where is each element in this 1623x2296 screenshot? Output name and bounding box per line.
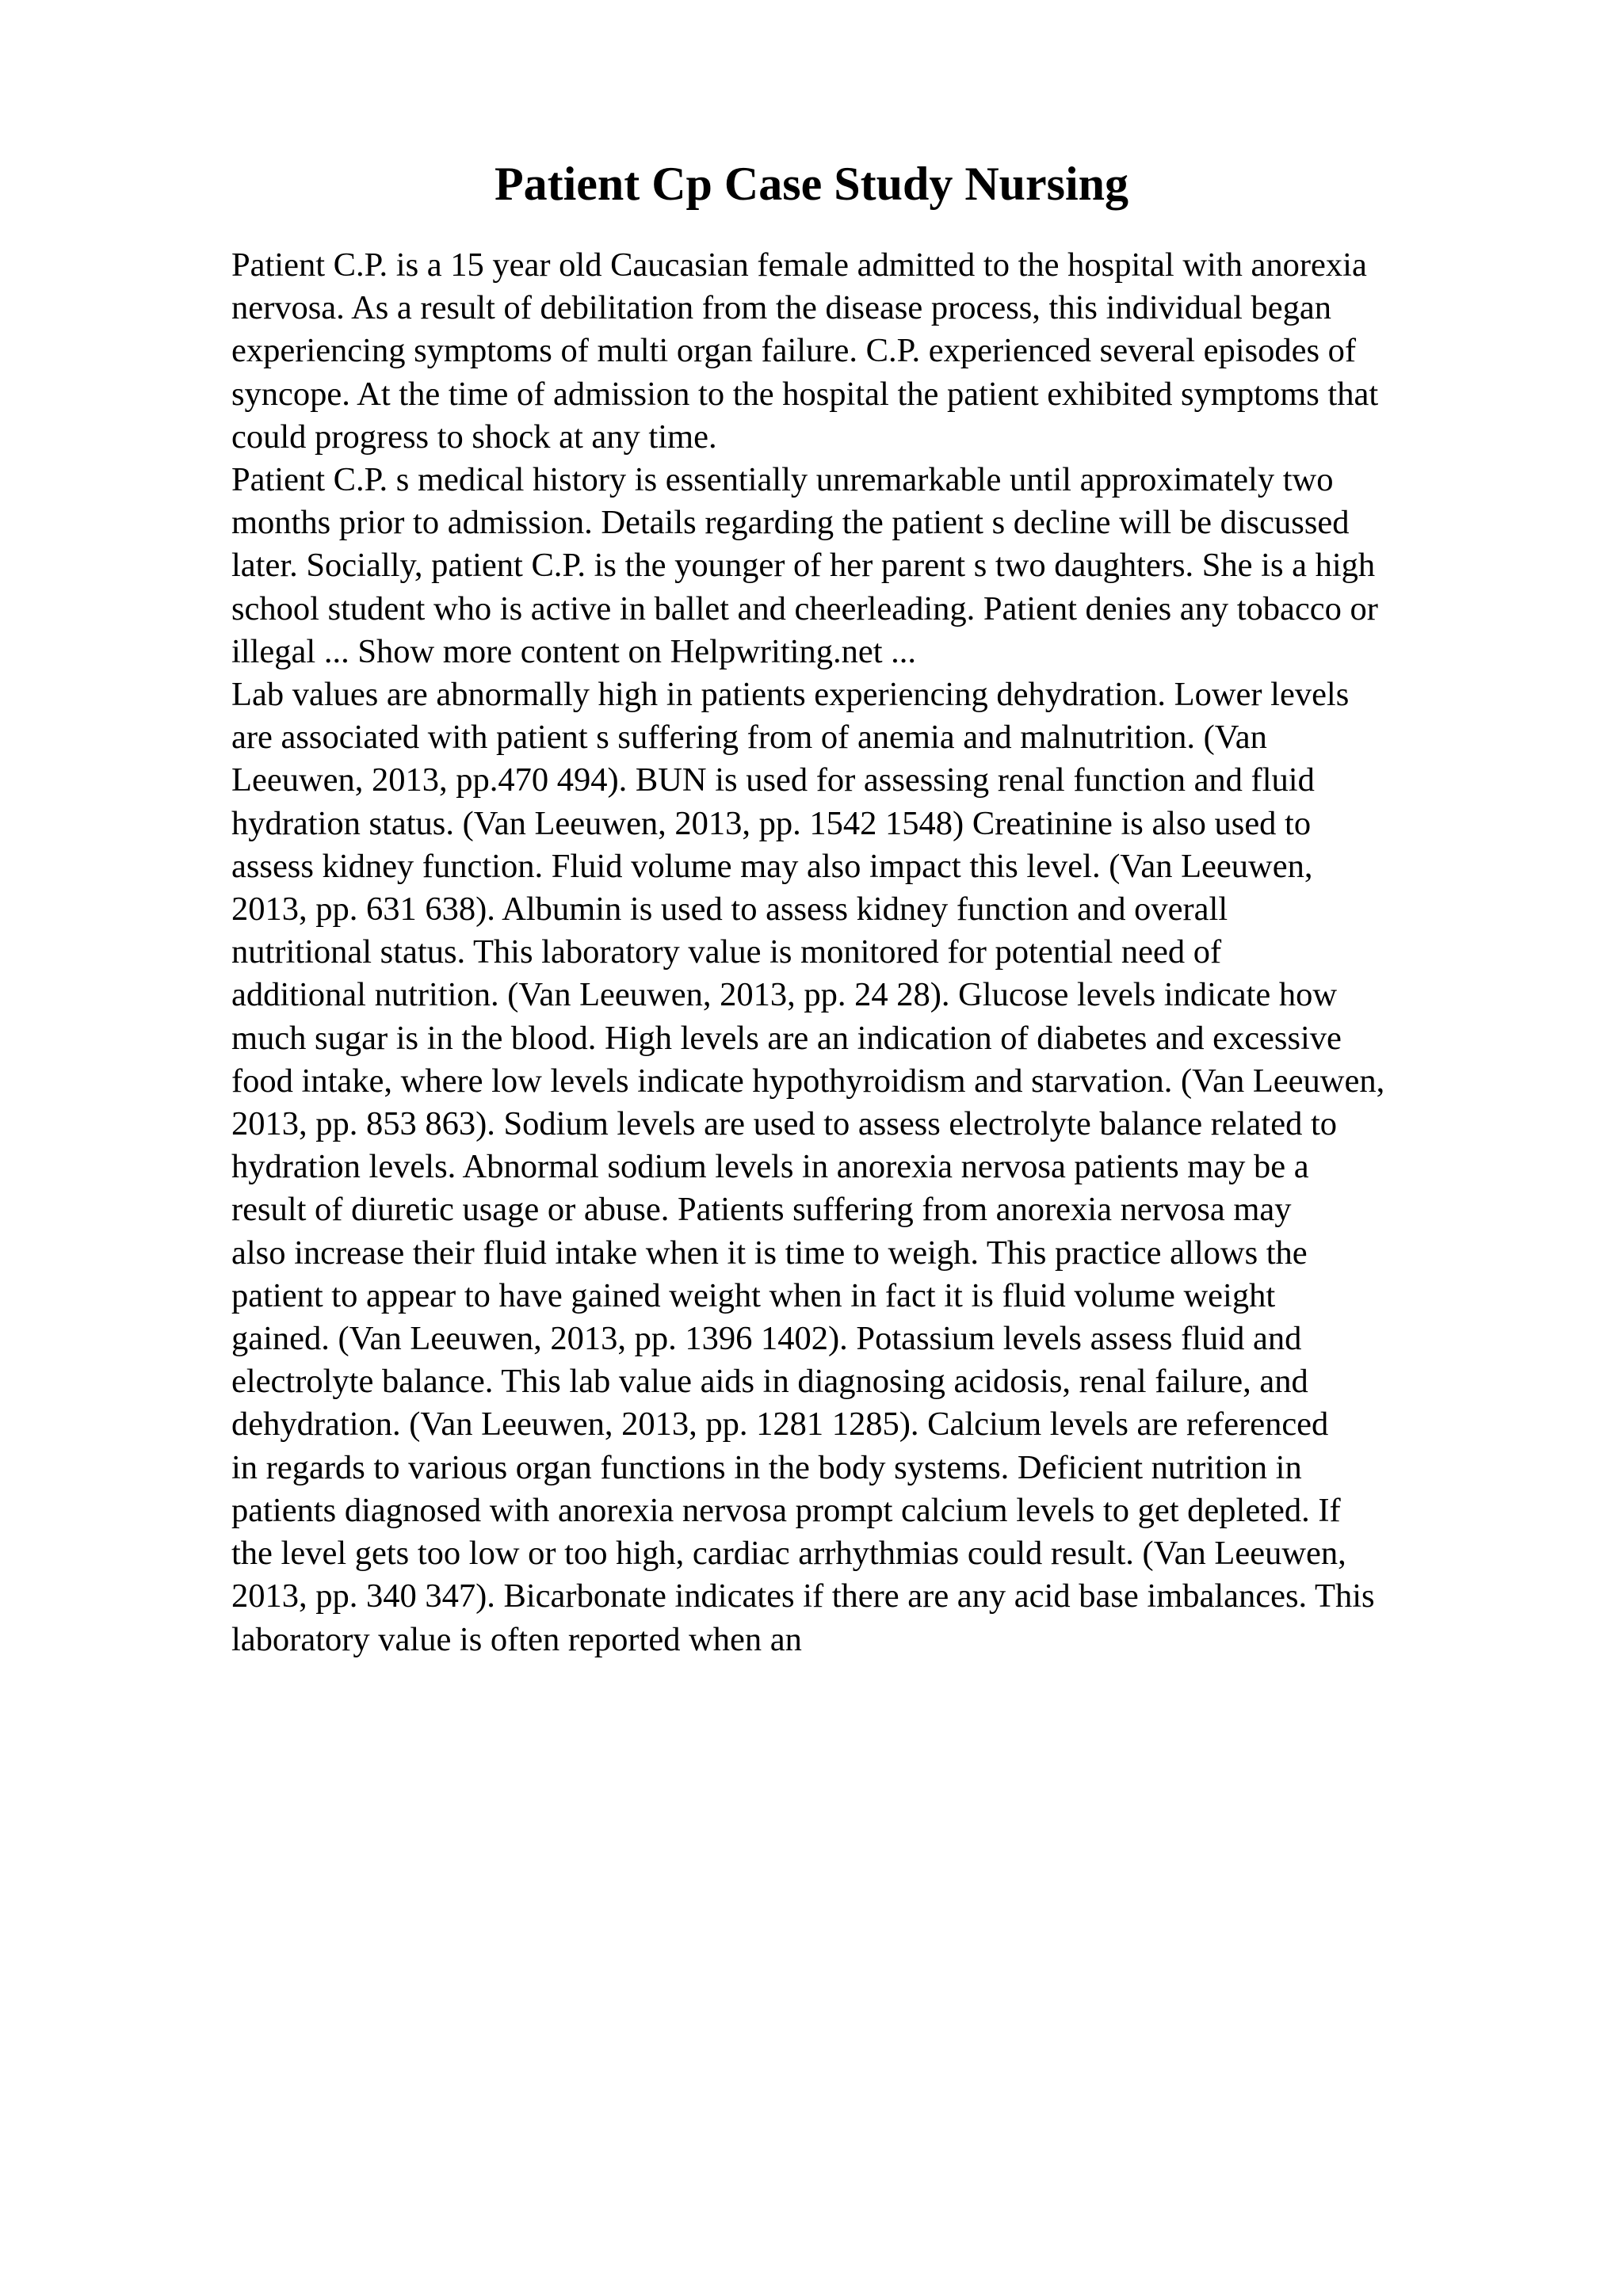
body-line: food intake, where low levels indicate hypothyroidism and starvation. (Van Leeuwen, [231,1062,1385,1100]
body-line: gained. (Van Leeuwen, 2013, pp. 1396 1402). Potassium levels assess fluid and [231,1320,1302,1358]
body-line: dehydration. (Van Leeuwen, 2013, pp. 1281 1285). Calcium levels are referenced [231,1405,1329,1444]
body-line: months prior to admission. Details regarding the patient s decline will be discussed [231,504,1350,542]
body-line: the level gets too low or too high, cardiac arrhythmias could result. (Van Leeuwen, [231,1535,1346,1573]
body-line: also increase their fluid intake when it is time to weigh. This practice allows the [231,1234,1308,1272]
document-body [231,244,1515,1661]
body-line: 2013, pp. 853 863). Sodium levels are used to assess electrolyte balance related to [231,1105,1338,1143]
body-line: illegal ... Show more content on Helpwriting.net ... [231,632,917,670]
body-line: are associated with patient s suffering from of anemia and malnutrition. (Van [231,719,1267,757]
body-line: Patient C.P. s medical history is essentially unremarkable until approximately two [231,461,1334,499]
body-line: hydration levels. Abnormal sodium levels in anorexia nervosa patients may be a [231,1148,1309,1186]
body-line: much sugar is in the blood. High levels are an indication of diabetes and excessive [231,1019,1342,1057]
body-line: Patient C.P. is a 15 year old Caucasian female admitted to the hospital with anorexia [231,246,1367,284]
body-line: in regards to various organ functions in the body systems. Deficient nutrition in [231,1448,1302,1486]
document-title: Patient Cp Case Study Nursing [494,158,1129,210]
body-line: school student who is active in ballet and cheerleading. Patient denies any tobacco or [231,589,1378,627]
body-line: nutritional status. This laboratory value is monitored for potential need of [231,933,1222,971]
body-line: patient to appear to have gained weight when in fact it is fluid volume weight [231,1276,1276,1314]
body-line: patients diagnosed with anorexia nervosa prompt calcium levels to get depleted. If [231,1491,1341,1529]
body-line: Lab values are abnormally high in patients experiencing dehydration. Lower levels [231,676,1350,714]
body-line: result of diuretic usage or abuse. Patients suffering from anorexia nervosa may [231,1191,1292,1229]
body-line: experiencing symptoms of multi organ failure. C.P. experienced several episodes of [231,332,1357,370]
body-line: assess kidney function. Fluid volume may also impact this level. (Van Leeuwen, [231,847,1313,885]
body-line: nervosa. As a result of debilitation from the disease process, this individual began [231,289,1332,327]
body-line: syncope. At the time of admission to the hospital the patient exhibited symptoms that [231,375,1379,413]
body-line: later. Socially, patient C.P. is the younger of her parent s two daughters. She is a high [231,547,1376,585]
body-line: laboratory value is often reported when an [231,1620,802,1658]
body-line: hydration status. (Van Leeuwen, 2013, pp. 1542 1548) Creatinine is also used to [231,804,1312,842]
body-line: additional nutrition. (Van Leeuwen, 2013, pp. 24 28). Glucose levels indicate how [231,976,1338,1014]
body-line: could progress to shock at any time. [231,418,717,456]
body-line: 2013, pp. 631 638). Albumin is used to assess kidney function and overall [231,891,1228,929]
body-line: Leeuwen, 2013, pp.470 494). BUN is used for assessing renal function and fluid [231,761,1315,799]
body-line: 2013, pp. 340 347). Bicarbonate indicates if there are any acid base imbalances. This [231,1577,1375,1615]
body-line: electrolyte balance. This lab value aids in diagnosing acidosis, renal failure, and [231,1363,1308,1401]
